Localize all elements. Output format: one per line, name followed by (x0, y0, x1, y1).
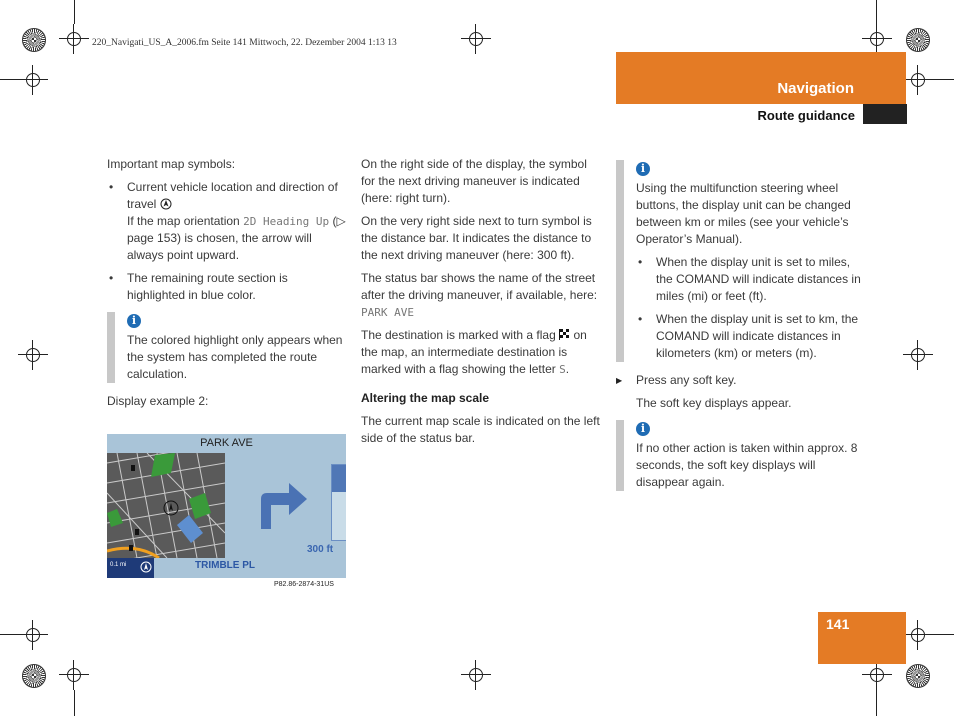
mono-term: 2D Heading Up (243, 215, 330, 228)
info-icon: i (636, 162, 650, 176)
crop-line (0, 634, 18, 635)
crop-mark-crosshair (862, 24, 892, 54)
section-marker (863, 104, 907, 124)
list-item: • Current vehicle location and direction of travel If the map orientation 2D Heading Up (▷ page 153) is chosen, the arrow will always point upward. (107, 179, 347, 264)
distance-label: 300 ft (307, 544, 334, 555)
crop-mark-crosshair (903, 340, 933, 370)
map-area (107, 453, 225, 558)
section-tab (616, 52, 906, 104)
figure-caption: P82.86-2874-31US (274, 581, 334, 588)
mono-term: S (559, 363, 566, 376)
distance-bar (331, 464, 346, 541)
checkered-flag-icon (559, 329, 570, 340)
list-item: • When the display unit is set to km, the COMAND will indicate distances in kilometers (km) or meters (m). (636, 311, 861, 362)
crop-mark-crosshair (18, 340, 48, 370)
bottom-street-name: TRIMBLE PL (195, 560, 255, 571)
heading-map-scale: Altering the map scale (361, 391, 490, 405)
info-note: i If no other action is taken within approx. 8 seconds, the soft key displays will disappear again. (616, 420, 861, 491)
column-2: On the right side of the display, the symbol for the next driving maneuver is indicated (here: right turn). On the very right side next to turn symbol is the distance bar. It indicates the distance to the next driving maneuver (here: 300 ft). The status bar shows the name of the street after the driving maneuver, if available, here: PARK AVE The destination is marked with a flag on the map, an intermediate destination is marked with a flag showing the letter S. Altering the map scale The current map scale is indicated on the left side of the status bar. (361, 157, 600, 445)
crop-line (876, 0, 877, 24)
navigation-map-display (107, 434, 346, 578)
info-icon: i (127, 314, 141, 328)
registration-rosette-top-right (906, 28, 930, 52)
column-3 (616, 160, 861, 501)
crop-line (0, 79, 18, 80)
registration-rosette-bottom-right (906, 664, 930, 688)
action-result: The soft key displays appear. (636, 396, 792, 410)
page-number-tab (818, 612, 906, 664)
crop-line (74, 0, 75, 24)
column-1 (107, 156, 347, 416)
registration-rosette-top-left (22, 28, 46, 52)
crop-mark-crosshair (59, 24, 89, 54)
info-note: i Using the multifunction steering wheel buttons, the display unit can be changed between km or miles (see your vehicle’s Operator’s Manual). • When the display unit is set to miles, the COMAND will indicate distances in miles (mi) or feet (ft). • When the display unit is set to km, the COMAND will indicate distances in kilometers (km) or meters (m). (616, 160, 861, 362)
crop-mark-crosshair (59, 660, 89, 690)
display-example-label: Display example 2: (107, 394, 209, 408)
registration-rosette-bottom-left (22, 664, 46, 688)
crop-mark-crosshair (903, 620, 933, 650)
crop-mark-crosshair (862, 660, 892, 690)
crop-mark-crosshair (461, 24, 491, 54)
distance-bar-fill (332, 465, 346, 492)
subsection-title: Route guidance (757, 108, 855, 123)
list-item: • When the display unit is set to miles, the COMAND will indicate distances in miles (mi) or feet (ft). (636, 254, 861, 305)
crop-line (933, 79, 954, 80)
crop-mark-crosshair (18, 65, 48, 95)
mono-term: PARK AVE (361, 306, 414, 319)
vehicle-position-icon (160, 198, 172, 210)
top-street-name: PARK AVE (107, 434, 346, 453)
crop-line (74, 690, 75, 716)
crop-line (933, 634, 954, 635)
crop-line (876, 690, 877, 716)
section-title: Navigation (777, 80, 854, 97)
scale-label: 0.1 mi (110, 562, 127, 568)
crop-mark-crosshair (18, 620, 48, 650)
file-header: 220_Navigati_US_A_2006.fm Seite 141 Mittwoch, 22. Dezember 2004 1:13 13 (92, 38, 397, 48)
crop-mark-crosshair (903, 65, 933, 95)
info-note: i The colored highlight only appears when the system has completed the route calculation. (107, 312, 347, 383)
crop-mark-crosshair (461, 660, 491, 690)
action-step: ▶ Press any soft key. (616, 372, 861, 389)
right-turn-icon (257, 479, 309, 531)
north-compass-icon (140, 561, 152, 573)
intro-text: Important map symbols: (107, 157, 236, 171)
page-number: 141 (826, 616, 850, 632)
info-icon: i (636, 422, 650, 436)
list-item: • The remaining route section is highlighted in blue color. (107, 270, 347, 304)
